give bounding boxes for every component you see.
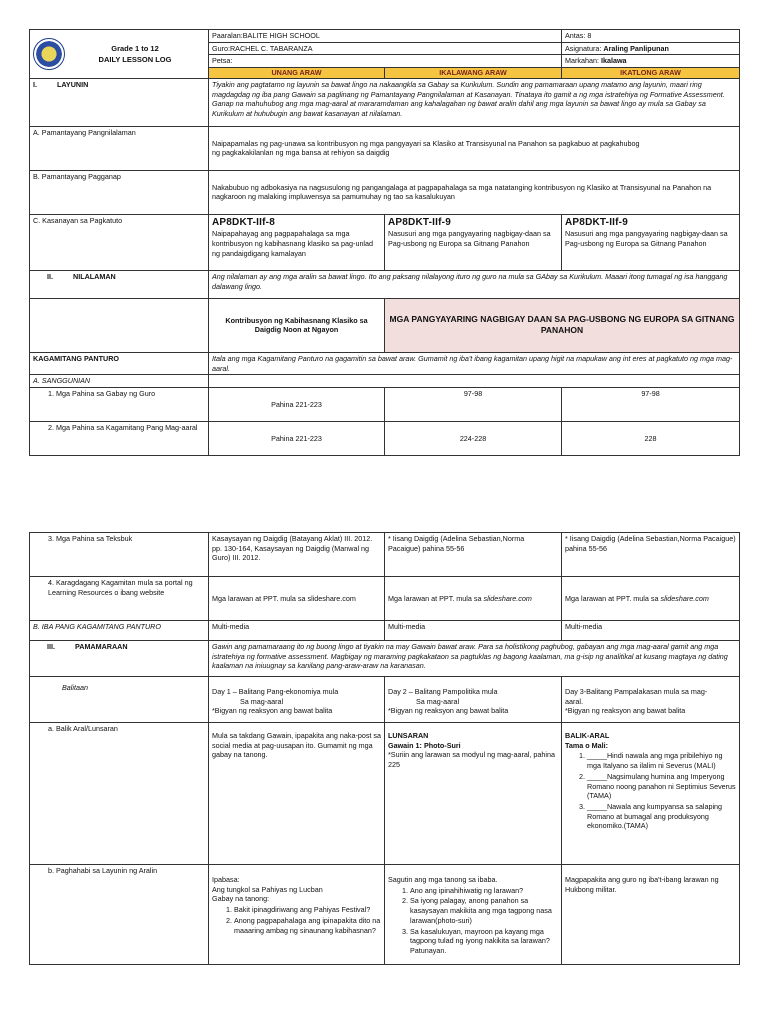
paghahabi-day-3: Magpapakita ang guro ng iba't-ibang larawan ng Hukbong militar. [562, 865, 740, 965]
gabay-guro-label: 1. Mga Pahina sa Gabay ng Guro [30, 388, 209, 422]
tanong-item: 2. Sa iyong palagay, anong panahon sa kasaysayan makikita ang mga tagpong nasa larawan(photo-suri) [410, 896, 558, 925]
header-paaralan: Paaralan:BALITE HIGH SCHOOL [209, 30, 562, 43]
kagamitang-mag-aaral-day-3: 228 [562, 422, 740, 456]
iba-day-3: Multi-media [562, 621, 740, 641]
iba-day-1: Multi-media [209, 621, 385, 641]
balik-aral-day-3: BALIK-ARAL Tama o Mali: 1. _____Hindi nawala ang mga pribilehiyo ng mga Italyano sa ilalim ni Severus (MALI) 2. _____Nagsimulang humina ang Imperyong Romano noong panahon ni Septimius Severus (TAMA) 3. _____Nawala ang kumpyansa sa salaping Romano at bumagal ang produksyong ekonomiko.(TAMA) [562, 723, 740, 865]
pamantayang-pagganap-label: B. Pamantayang Pagganap [30, 170, 209, 214]
kagamitang-panturo-label: KAGAMITANG PANTURO [30, 352, 209, 374]
topic-day-2-3: MGA PANGYAYARING NAGBIGAY DAAN SA PAG-USBONG NG EUROPA SA GITNANG PANAHON [385, 298, 740, 352]
paghahabi-day-1: Ipabasa: Ang tungkol sa Pahiyas ng Lucban Gabay na tanong: 1. Bakit ipinagdiriwang ang Pahiyas Festival? 2. Anong pagpapahalaga ang ipinapakita dito na maaaring ambag ng sinaunang kabihasnan? [209, 865, 385, 965]
nilalaman-label: II. NILALAMAN [30, 270, 209, 298]
teksbuk-day-1: Kasaysayan ng Daigdig (Batayang Aklat) III. 2012. pp. 130-164, Kasaysayan ng Daigdig (Manwal ng Guro) III. 2012. [209, 533, 385, 577]
karagdagang-day-2: Mga larawan at PPT. mula sa slideshare.com [385, 577, 562, 621]
gabay-guro-day-1: Pahina 221-223 [209, 388, 385, 422]
balik-aral-day-2: LUNSARAN Gawain 1: Photo-Suri *Suriin ang larawan sa modyul ng mag-aaral, pahina 225 [385, 723, 562, 865]
pamamaraan-label: III. PAMAMARAAN [30, 641, 209, 677]
karagdagang-day-1: Mga larawan at PPT. mula sa slideshare.com [209, 577, 385, 621]
balitaan-day-3: Day 3-Balitang Pampalakasan mula sa mag- aaral. *Bigyan ng reaksyon ang bawat balita [562, 677, 740, 723]
teksbuk-label: 3. Mga Pahina sa Teksbuk [30, 533, 209, 577]
day-header-3: IKATLONG ARAW [562, 68, 740, 79]
paghahabi-label: b. Paghahabi sa Layunin ng Aralin [30, 865, 209, 965]
pamantayang-pagganap-text: Nakabubuo ng adbokasiya na nagsusulong ng pangangalaga at pagpapahalaga sa mga natatanging kontribusyon ng Klasiko at Transisyunal na Panahon na nagkaroon ng malaking impluwensya sa pamumuhay ng tao sa kasalukuyan [209, 170, 740, 214]
gabay-tanong-item: 2. Anong pagpapahalaga ang ipinapakita dito na maaaring ambag ng sinaunang kabihasnan? [234, 916, 381, 935]
kagamitang-mag-aaral-day-1: Pahina 221-223 [209, 422, 385, 456]
deped-seal-logo [33, 38, 65, 70]
lesson-log-table-2 [29, 532, 740, 965]
paghahabi-day-2: Sagutin ang mga tanong sa ibaba. 1. Ano ang ipinahihiwatig ng larawan? 2. Sa iyong palagay, anong panahon sa kasaysayan makikita ang mga tagpong nasa larawan(photo-suri) 3. Sa kasalukuyan, mayroon pa kayang mga tagpong tulad ng iyong nakikita sa larawan? Patunayan. [385, 865, 562, 965]
kasanayan-day-2: AP8DKT-IIf-9 Nasusuri ang mga pangyayaring nagbigay-daan sa Pag-usbong ng Europa sa Gitnang Panahon [385, 214, 562, 270]
tama-mali-item: 1. _____Hindi nawala ang mga pribilehiyo ng mga Italyano sa ilalim ni Severus (MALI) [587, 751, 736, 770]
iba-pang-kagamitan-label: B. IBA PANG KAGAMITANG PANTURO [30, 621, 209, 641]
kasanayan-day-1: AP8DKT-IIf-8 Naipapahayag ang pagpapahalaga sa mga kontribusyon ng kabihasnang klasiko sa pag-unlad ng pandaigdigang kamalayan [209, 214, 385, 270]
header-petsa: Petsa: [209, 55, 562, 68]
pamantayang-pangnilalaman-text: Naipapamalas ng pag-unawa sa kontribusyon ng mga pangyayari sa Klasiko at Transisyunal na Panahon sa pagkabuo at pagkahubog ng pagkakakilanlan ng mga bansa at rehiyon sa daigdig [209, 126, 740, 170]
header-logo-cell [30, 30, 209, 79]
teksbuk-day-3: * Iisang Daigdig (Adelina Sebastian,Norma Pacaigue) pahina 55-56 [562, 533, 740, 577]
balitaan-day-1: Day 1 – Balitang Pang-ekonomiya mula Sa mag-aaral *Bigyan ng reaksyon ang bawat balita [209, 677, 385, 723]
tama-mali-item: 2. _____Nagsimulang humina ang Imperyong Romano noong panahon ni Septimius Severus (TAMA) [587, 772, 736, 801]
sanggunian-label: A. SANGGUNIAN [30, 375, 209, 388]
day-header-2: IKALAWANG ARAW [385, 68, 562, 79]
kasanayan-day-3: AP8DKT-IIf-9 Nasusuri ang mga pangyayaring nagbigay-daan sa Pag-usbong ng Europa sa Gitnang Panahon [562, 214, 740, 270]
kagamitang-mag-aaral-label: 2. Mga Pahina sa Kagamitang Pang Mag-aaral [30, 422, 209, 456]
tanong-item: 3. Sa kasalukuyan, mayroon pa kayang mga tagpong tulad ng iyong nakikita sa larawan? Patunayan. [410, 927, 558, 956]
day-header-1: UNANG ARAW [209, 68, 385, 79]
header-title-grade: Grade 1 to 12 [111, 43, 159, 53]
topic-day-1: Kontribusyon ng Kabihasnang Klasiko sa Daigdig Noon at Ngayon [209, 298, 385, 352]
lesson-log-table-1 [29, 29, 740, 456]
pamamaraan-text: Gawin ang pamamaraang ito ng buong lingo at tiyakin na may Gawain bawat araw. Para sa holistikong paghubog, gabayan ang mga mag-aaral gamit ang mga istratehiya ng formative assessment. Magbigay ng maraming pagkakataon sa pagtuklas ng bagong kaalaman, ma g-isip ng analitikal at kusang magtaya ng dating kaalaman na iniuugnay sa kanilang pang-araw-araw na karanasan. [209, 641, 740, 677]
kagamitang-panturo-text: Itala ang mga Kagamitang Panturo na gagamitin sa bawat araw. Gumamit ng iba't ibang kagamitan upang higit na mapukaw ang int eres at pagkatuto ng mga mag-aaral. [209, 352, 740, 374]
gabay-tanong-item: 1. Bakit ipinagdiriwang ang Pahiyas Festival? [234, 905, 381, 915]
teksbuk-day-2: * Iisang Daigdig (Adelina Sebastian,Norma Pacaigue) pahina 55-56 [385, 533, 562, 577]
pamantayang-pangnilalaman-label: A. Pamantayang Pangnilalaman [30, 126, 209, 170]
kagamitang-mag-aaral-day-2: 224-228 [385, 422, 562, 456]
balik-aral-label: a. Balik Aral/Lunsaran [30, 723, 209, 865]
gabay-guro-day-3: 97-98 [562, 388, 740, 422]
balitaan-label: Balitaan [30, 677, 209, 723]
nilalaman-text: Ang nilalaman ay ang mga aralin sa bawat lingo. Ito ang paksang nilalayong ituro ng guro na mula sa GAbay sa Kurikulum. Maaari itong tumagal ng isa hanggang dalawang lingo. [209, 270, 740, 298]
tama-mali-item: 3. _____Nawala ang kumpyansa sa salaping Romano at bumagal ang produksyong ekonomiko.(TAMA) [587, 802, 736, 831]
iba-day-2: Multi-media [385, 621, 562, 641]
header-guro: Guro:RACHEL C. TABARANZA [209, 42, 562, 55]
lesson-log-page-2 [29, 532, 739, 965]
layunin-label: I. LAYUNIN [30, 78, 209, 126]
kasanayan-label: C. Kasanayan sa Pagkatuto [30, 214, 209, 270]
header-title-dll: DAILY LESSON LOG [98, 54, 172, 64]
balitaan-day-2: Day 2 – Balitang Pampolitika mula Sa mag-aaral *Bigyan ng reaksyon ang bawat balita [385, 677, 562, 723]
balik-aral-day-1: Mula sa takdang Gawain, ipapakita ang naka-post sa social media at pag-uusapan ito. Gumamit ng mga gabay na tanong. [209, 723, 385, 865]
gabay-guro-day-2: 97-98 [385, 388, 562, 422]
tanong-item: 1. Ano ang ipinahihiwatig ng larawan? [410, 886, 558, 896]
header-asignatura: Asignatura: Araling Panlipunan [562, 42, 740, 55]
karagdagang-day-3: Mga larawan at PPT. mula sa slideshare.com [562, 577, 740, 621]
layunin-text: Tiyakin ang pagtatamo ng layunin sa bawat lingo na nakaangkla sa Gabay sa Kurikulum. Sundin ang pamamaraan upang matamo ang layunin, maari ring magdagdag ng iba pang Gawain sa paglinang ng Pamantayang Pangnilalaman at Kasanayan. Tinataya ito gamit a ng mga istratehiya ng Formative Assessment. Ganap na mahuhubog ang mga mag-aaral at mararamdaman ang kahalagahan ng bawat aralin dahil ang mga layunin sa bawat lingo ay mula sa Gabay sa Kurikulum at huhubugin ang bawat kasanayan at nilalaman. [209, 78, 740, 126]
karagdagang-kagamitan-label: 4. Karagdagang Kagamitan mula sa portal ng Learning Resources o ibang website [30, 577, 209, 621]
header-markahan: Markahan: Ikalawa [562, 55, 740, 68]
header-antas: Antas: 8 [562, 30, 740, 43]
lesson-log-page-1 [29, 29, 739, 456]
